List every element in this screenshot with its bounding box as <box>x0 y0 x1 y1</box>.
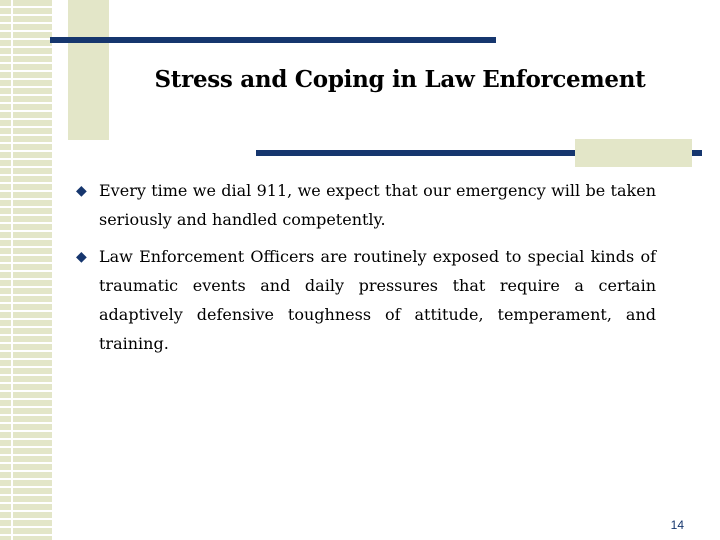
right-accent-block <box>575 139 692 167</box>
slide-title: Stress and Coping in Law Enforcement <box>154 66 646 93</box>
bullet-text: Law Enforcement Officers are routinely exposed to special kinds of traumatic events and daily pressures that require a certain adaptively defensive toughness of attitude, temperament, and training. <box>99 247 656 353</box>
diamond-icon: ◆ <box>76 183 87 199</box>
left-stripe-decoration <box>0 0 52 540</box>
bullet-item <box>76 176 656 234</box>
top-accent-block <box>68 0 109 140</box>
bullet-item <box>76 242 656 358</box>
page-number: 14 <box>670 518 684 532</box>
bullet-list <box>76 176 656 366</box>
diamond-icon: ◆ <box>76 249 87 265</box>
top-accent-bar <box>50 37 496 43</box>
bullet-text: Every time we dial 911, we expect that our emergency will be taken seriously and handled competently. <box>99 181 656 229</box>
